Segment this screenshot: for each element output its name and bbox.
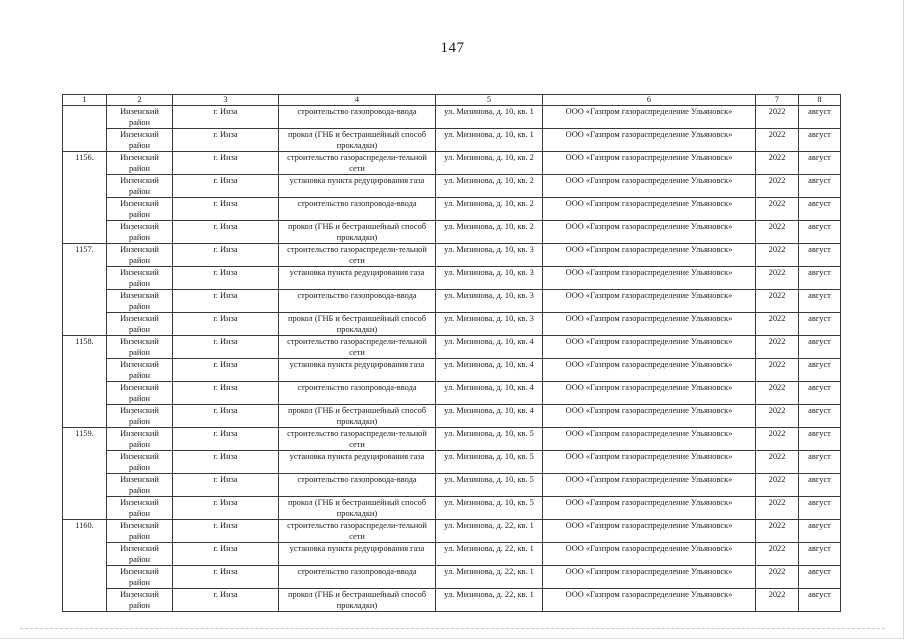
address-cell: ул. Мизинова, д. 10, кв. 5 — [436, 474, 543, 497]
table-row — [63, 290, 841, 313]
month-cell: август — [799, 106, 841, 129]
year-cell: 2022 — [756, 474, 799, 497]
organization-cell: ООО «Газпром газораспределение Ульяновск» — [543, 589, 756, 612]
settlement-cell: г. Инза — [173, 313, 279, 336]
table-row — [63, 543, 841, 566]
settlement-cell: г. Инза — [173, 290, 279, 313]
district-cell: Инзенский район — [107, 290, 173, 313]
work-type-cell: строительство газопровода-ввода — [279, 198, 436, 221]
year-cell: 2022 — [756, 382, 799, 405]
row-number-cell: 1157. — [63, 244, 107, 336]
address-cell: ул. Мизинова, д. 10, кв. 2 — [436, 221, 543, 244]
organization-cell: ООО «Газпром газораспределение Ульяновск» — [543, 267, 756, 290]
column-header: 8 — [799, 95, 841, 106]
month-cell: август — [799, 497, 841, 520]
district-cell: Инзенский район — [107, 175, 173, 198]
work-type-cell: строительство газопровода-ввода — [279, 290, 436, 313]
settlement-cell: г. Инза — [173, 198, 279, 221]
month-cell: август — [799, 589, 841, 612]
district-cell: Инзенский район — [107, 589, 173, 612]
address-cell: ул. Мизинова, д. 22, кв. 1 — [436, 566, 543, 589]
address-cell: ул. Мизинова, д. 10, кв. 3 — [436, 267, 543, 290]
work-type-cell: установка пункта редуцирования газа — [279, 267, 436, 290]
district-cell: Инзенский район — [107, 566, 173, 589]
address-cell: ул. Мизинова, д. 10, кв. 3 — [436, 244, 543, 267]
month-cell: август — [799, 336, 841, 359]
address-cell: ул. Мизинова, д. 10, кв. 4 — [436, 359, 543, 382]
month-cell: август — [799, 543, 841, 566]
district-cell: Инзенский район — [107, 428, 173, 451]
address-cell: ул. Мизинова, д. 10, кв. 4 — [436, 382, 543, 405]
year-cell: 2022 — [756, 290, 799, 313]
organization-cell: ООО «Газпром газораспределение Ульяновск» — [543, 198, 756, 221]
address-cell: ул. Мизинова, д. 10, кв. 3 — [436, 313, 543, 336]
table-row — [63, 198, 841, 221]
year-cell: 2022 — [756, 497, 799, 520]
address-cell: ул. Мизинова, д. 10, кв. 5 — [436, 451, 543, 474]
organization-cell: ООО «Газпром газораспределение Ульяновск» — [543, 336, 756, 359]
month-cell: август — [799, 290, 841, 313]
address-cell: ул. Мизинова, д. 10, кв. 2 — [436, 152, 543, 175]
settlement-cell: г. Инза — [173, 175, 279, 198]
work-type-cell: строительство газораспредели-тельной сети — [279, 428, 436, 451]
district-cell: Инзенский район — [107, 129, 173, 152]
month-cell: август — [799, 175, 841, 198]
year-cell: 2022 — [756, 313, 799, 336]
work-type-cell: строительство газопровода-ввода — [279, 382, 436, 405]
table-row — [63, 451, 841, 474]
year-cell: 2022 — [756, 589, 799, 612]
month-cell: август — [799, 152, 841, 175]
year-cell: 2022 — [756, 543, 799, 566]
organization-cell: ООО «Газпром газораспределение Ульяновск» — [543, 175, 756, 198]
organization-cell: ООО «Газпром газораспределение Ульяновск» — [543, 221, 756, 244]
organization-cell: ООО «Газпром газораспределение Ульяновск» — [543, 520, 756, 543]
district-cell: Инзенский район — [107, 543, 173, 566]
row-number-cell: 1159. — [63, 428, 107, 520]
work-type-cell: прокол (ГНБ и бестраншейный способ прокладки) — [279, 405, 436, 428]
organization-cell: ООО «Газпром газораспределение Ульяновск» — [543, 451, 756, 474]
row-number-cell — [63, 106, 107, 152]
organization-cell: ООО «Газпром газораспределение Ульяновск» — [543, 428, 756, 451]
table-row — [63, 313, 841, 336]
work-type-cell: строительство газораспредели-тельной сети — [279, 336, 436, 359]
organization-cell: ООО «Газпром газораспределение Ульяновск» — [543, 152, 756, 175]
work-type-cell: прокол (ГНБ и бестраншейный способ прокладки) — [279, 221, 436, 244]
month-cell: август — [799, 566, 841, 589]
settlement-cell: г. Инза — [173, 474, 279, 497]
organization-cell: ООО «Газпром газораспределение Ульяновск» — [543, 543, 756, 566]
year-cell: 2022 — [756, 566, 799, 589]
work-type-cell: строительство газопровода-ввода — [279, 474, 436, 497]
address-cell: ул. Мизинова, д. 22, кв. 1 — [436, 520, 543, 543]
month-cell: август — [799, 520, 841, 543]
address-cell: ул. Мизинова, д. 10, кв. 4 — [436, 336, 543, 359]
organization-cell: ООО «Газпром газораспределение Ульяновск» — [543, 359, 756, 382]
table-row — [63, 129, 841, 152]
settlement-cell: г. Инза — [173, 566, 279, 589]
work-type-cell: прокол (ГНБ и бестраншейный способ прокладки) — [279, 313, 436, 336]
settlement-cell: г. Инза — [173, 129, 279, 152]
table-row — [63, 221, 841, 244]
work-type-cell: установка пункта редуцирования газа — [279, 175, 436, 198]
district-cell: Инзенский район — [107, 152, 173, 175]
district-cell: Инзенский район — [107, 106, 173, 129]
district-cell: Инзенский район — [107, 336, 173, 359]
page-number: 147 — [440, 40, 465, 56]
year-cell: 2022 — [756, 405, 799, 428]
table-row — [63, 520, 841, 543]
work-type-cell: строительство газораспредели-тельной сети — [279, 520, 436, 543]
address-cell: ул. Мизинова, д. 10, кв. 1 — [436, 129, 543, 152]
table-row — [63, 336, 841, 359]
work-type-cell: строительство газопровода-ввода — [279, 106, 436, 129]
settlement-cell: г. Инза — [173, 451, 279, 474]
organization-cell: ООО «Газпром газораспределение Ульяновск» — [543, 106, 756, 129]
year-cell: 2022 — [756, 129, 799, 152]
district-cell: Инзенский район — [107, 382, 173, 405]
month-cell: август — [799, 474, 841, 497]
table-row — [63, 428, 841, 451]
settlement-cell: г. Инза — [173, 359, 279, 382]
settlement-cell: г. Инза — [173, 497, 279, 520]
district-cell: Инзенский район — [107, 451, 173, 474]
settlement-cell: г. Инза — [173, 520, 279, 543]
address-cell: ул. Мизинова, д. 10, кв. 1 — [436, 106, 543, 129]
settlement-cell: г. Инза — [173, 428, 279, 451]
work-type-cell: прокол (ГНБ и бестраншейный способ прокладки) — [279, 497, 436, 520]
organization-cell: ООО «Газпром газораспределение Ульяновск» — [543, 382, 756, 405]
table-row — [63, 359, 841, 382]
work-type-cell: строительство газораспредели-тельной сети — [279, 244, 436, 267]
district-cell: Инзенский район — [107, 359, 173, 382]
month-cell: август — [799, 267, 841, 290]
settlement-cell: г. Инза — [173, 221, 279, 244]
settlement-cell: г. Инза — [173, 267, 279, 290]
table-row — [63, 589, 841, 612]
settlement-cell: г. Инза — [173, 152, 279, 175]
year-cell: 2022 — [756, 336, 799, 359]
column-header: 6 — [543, 95, 756, 106]
column-header: 1 — [63, 95, 107, 106]
organization-cell: ООО «Газпром газораспределение Ульяновск» — [543, 474, 756, 497]
year-cell: 2022 — [756, 175, 799, 198]
table-row — [63, 497, 841, 520]
column-header: 2 — [107, 95, 173, 106]
table-row — [63, 106, 841, 129]
settlement-cell: г. Инза — [173, 405, 279, 428]
year-cell: 2022 — [756, 520, 799, 543]
year-cell: 2022 — [756, 244, 799, 267]
settlement-cell: г. Инза — [173, 244, 279, 267]
district-cell: Инзенский район — [107, 497, 173, 520]
year-cell: 2022 — [756, 106, 799, 129]
organization-cell: ООО «Газпром газораспределение Ульяновск» — [543, 129, 756, 152]
work-type-cell: установка пункта редуцирования газа — [279, 451, 436, 474]
column-header: 3 — [173, 95, 279, 106]
organization-cell: ООО «Газпром газораспределение Ульяновск» — [543, 566, 756, 589]
month-cell: август — [799, 428, 841, 451]
row-number-cell: 1160. — [63, 520, 107, 612]
address-cell: ул. Мизинова, д. 22, кв. 1 — [436, 589, 543, 612]
month-cell: август — [799, 198, 841, 221]
district-cell: Инзенский район — [107, 244, 173, 267]
row-number-cell: 1158. — [63, 336, 107, 428]
organization-cell: ООО «Газпром газораспределение Ульяновск» — [543, 313, 756, 336]
organization-cell: ООО «Газпром газораспределение Ульяновск» — [543, 290, 756, 313]
table-row — [63, 405, 841, 428]
table-row — [63, 152, 841, 175]
settlement-cell: г. Инза — [173, 382, 279, 405]
table-row — [63, 267, 841, 290]
settlement-cell: г. Инза — [173, 106, 279, 129]
settlement-cell: г. Инза — [173, 543, 279, 566]
year-cell: 2022 — [756, 428, 799, 451]
district-cell: Инзенский район — [107, 313, 173, 336]
address-cell: ул. Мизинова, д. 10, кв. 3 — [436, 290, 543, 313]
table-row — [63, 474, 841, 497]
settlement-cell: г. Инза — [173, 589, 279, 612]
district-cell: Инзенский район — [107, 520, 173, 543]
year-cell: 2022 — [756, 359, 799, 382]
address-cell: ул. Мизинова, д. 10, кв. 5 — [436, 497, 543, 520]
month-cell: август — [799, 359, 841, 382]
organization-cell: ООО «Газпром газораспределение Ульяновск» — [543, 497, 756, 520]
month-cell: август — [799, 313, 841, 336]
month-cell: август — [799, 129, 841, 152]
address-cell: ул. Мизинова, д. 10, кв. 4 — [436, 405, 543, 428]
year-cell: 2022 — [756, 267, 799, 290]
month-cell: август — [799, 451, 841, 474]
organization-cell: ООО «Газпром газораспределение Ульяновск» — [543, 244, 756, 267]
district-cell: Инзенский район — [107, 198, 173, 221]
work-type-cell: установка пункта редуцирования газа — [279, 359, 436, 382]
organization-cell: ООО «Газпром газораспределение Ульяновск» — [543, 405, 756, 428]
district-cell: Инзенский район — [107, 405, 173, 428]
settlement-cell: г. Инза — [173, 336, 279, 359]
work-type-cell: строительство газораспредели-тельной сети — [279, 152, 436, 175]
district-cell: Инзенский район — [107, 267, 173, 290]
table-row — [63, 566, 841, 589]
district-cell: Инзенский район — [107, 474, 173, 497]
address-cell: ул. Мизинова, д. 10, кв. 5 — [436, 428, 543, 451]
header-row — [63, 95, 841, 106]
month-cell: август — [799, 405, 841, 428]
table-row — [63, 175, 841, 198]
column-header: 5 — [436, 95, 543, 106]
year-cell: 2022 — [756, 221, 799, 244]
month-cell: август — [799, 382, 841, 405]
work-type-cell: строительство газопровода-ввода — [279, 566, 436, 589]
table-body — [63, 95, 841, 612]
district-cell: Инзенский район — [107, 221, 173, 244]
column-header: 4 — [279, 95, 436, 106]
year-cell: 2022 — [756, 152, 799, 175]
column-header: 7 — [756, 95, 799, 106]
table-row — [63, 244, 841, 267]
year-cell: 2022 — [756, 451, 799, 474]
work-type-cell: прокол (ГНБ и бестраншейный способ прокладки) — [279, 129, 436, 152]
address-cell: ул. Мизинова, д. 10, кв. 2 — [436, 175, 543, 198]
scan-artifact-line — [20, 628, 885, 630]
works-table — [62, 94, 841, 612]
row-number-cell: 1156. — [63, 152, 107, 244]
table-row — [63, 382, 841, 405]
work-type-cell: установка пункта редуцирования газа — [279, 543, 436, 566]
work-type-cell: прокол (ГНБ и бестраншейный способ прокладки) — [279, 589, 436, 612]
year-cell: 2022 — [756, 198, 799, 221]
address-cell: ул. Мизинова, д. 22, кв. 1 — [436, 543, 543, 566]
month-cell: август — [799, 221, 841, 244]
month-cell: август — [799, 244, 841, 267]
address-cell: ул. Мизинова, д. 10, кв. 2 — [436, 198, 543, 221]
